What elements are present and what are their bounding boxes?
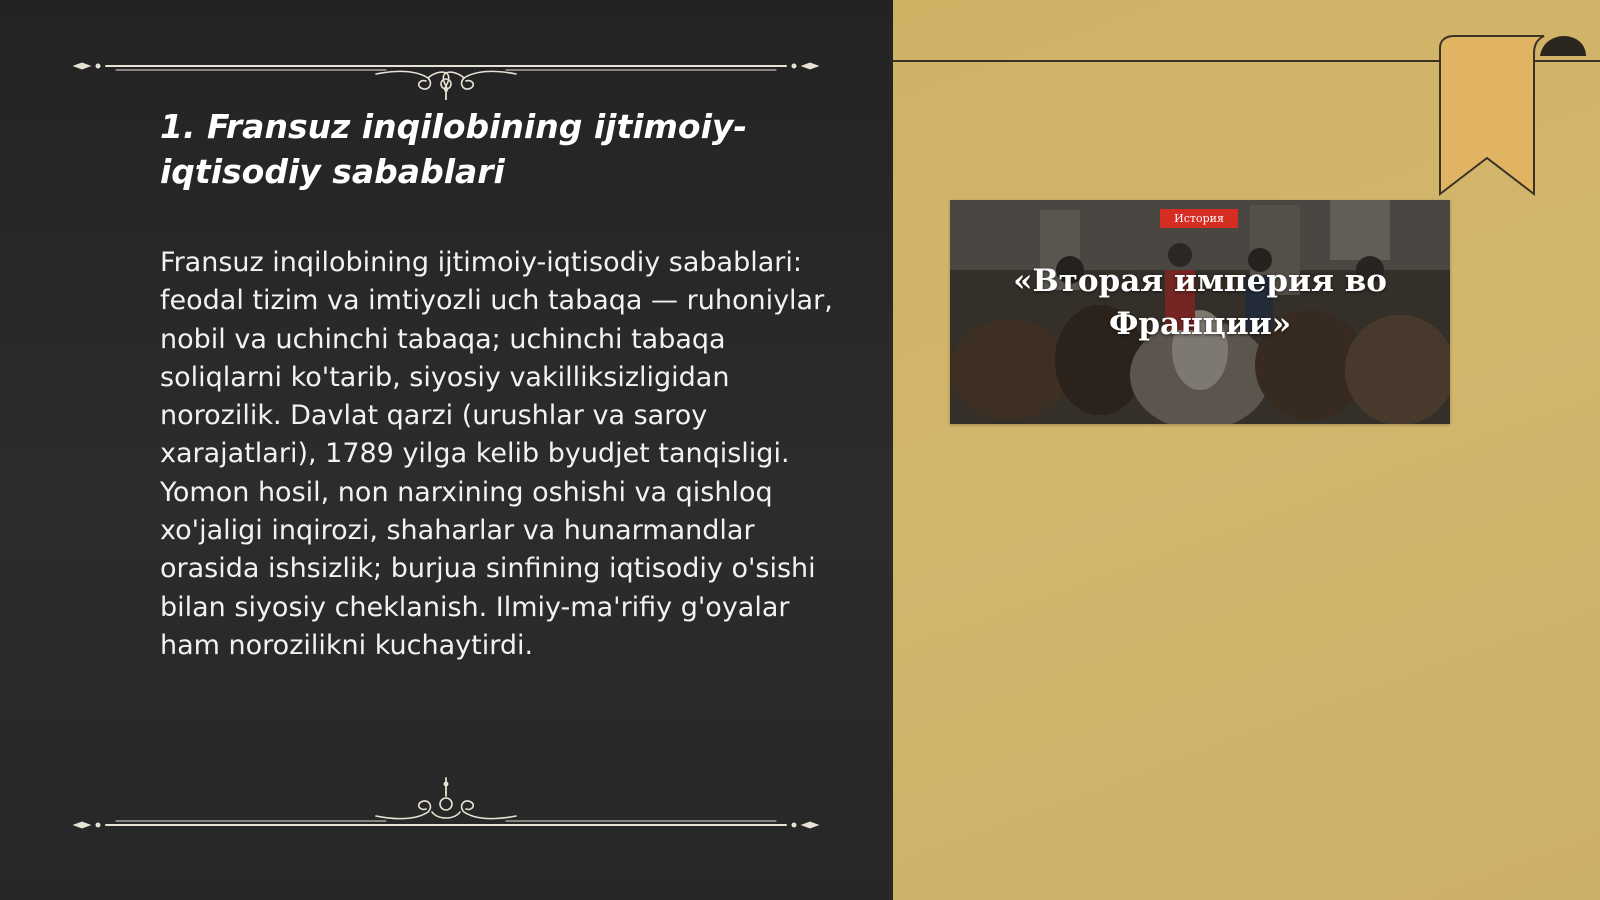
ornamental-divider-bottom xyxy=(66,770,826,830)
bookmark-ribbon-icon xyxy=(1430,34,1590,204)
slide-body-text: Fransuz inqilobining ijtimoiy-iqtisodiy sabablari: feodal tizim va imtiyozli uch tabaqa — ruhoniylar, nobil va uchinchi tabaqa; uchinchi tabaqa soliqlarni ko'tarib, siyosiy vakilliksizligidan norozilik. Davlat qarzi (urushlar va saroy xarajatlari), 1789 yilga kelib byudjet tanqisligi. Yomon hosil, non narxining oshishi va qishloq xo'jaligi inqirozi, shaharlar va hunarmandlar orasida ishsizlik; burjua sinfining iqtisodiy o'sishi bilan siyosiy cheklanish. Ilmiy-ma'rifiy g'oyalar ham norozilikni kuchaytirdi. xyxy=(160,247,833,661)
category-badge: История xyxy=(1160,209,1238,228)
card-title: «Вторая империя во Франции» xyxy=(1013,263,1387,342)
slide-title: 1. Fransuz inqilobining ijtimoiy-iqtisodiy sabablari xyxy=(160,107,748,191)
ornamental-divider-top xyxy=(66,40,826,100)
history-article-card[interactable] xyxy=(950,200,1450,424)
